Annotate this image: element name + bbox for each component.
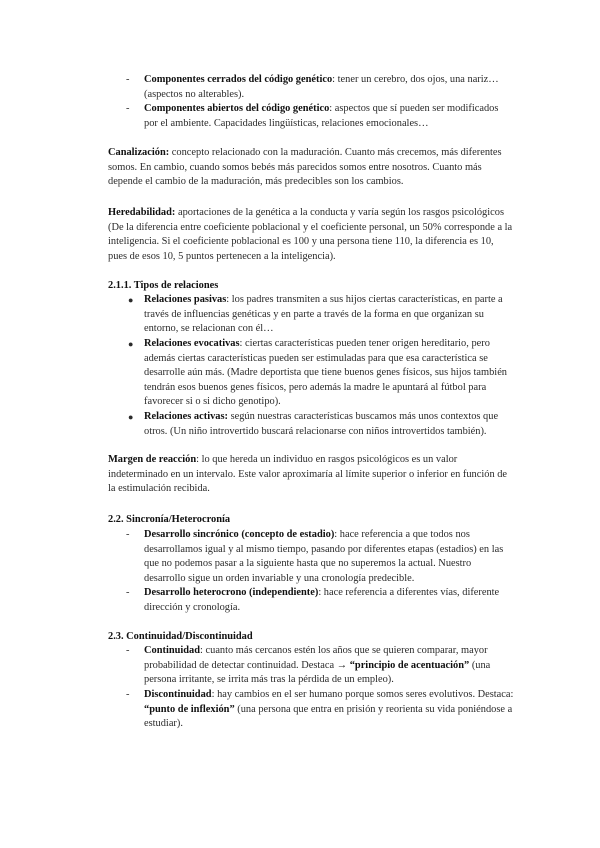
bullet-marker: ● <box>128 412 134 422</box>
bullet-marker: ● <box>128 295 134 305</box>
quoted-concept: “punto de inflexión” <box>144 703 235 715</box>
term: Margen de reacción <box>108 454 197 465</box>
term: Discontinuidad <box>144 689 212 700</box>
definition: : lo que hereda un individuo en rasgos psicológicos es un valor indeterminado en un intervalo. Este valor aproximaría al límite superior o inferior en función de la estimulación recibida. <box>108 454 508 495</box>
dash-marker: - <box>126 689 130 700</box>
term: Continuidad <box>144 645 201 656</box>
term: Heredabilidad: <box>108 207 176 218</box>
list-item-text <box>144 528 514 586</box>
dash-marker: - <box>126 74 130 85</box>
definition: : tener un cerebro, dos ojos, una nariz… (aspectos no alterables). <box>144 74 499 100</box>
term: Componentes abiertos del código genético <box>144 103 330 114</box>
term: Desarrollo sincrónico (concepto de estadio) <box>144 529 335 540</box>
list-item-text <box>144 410 514 439</box>
list-item-text <box>144 102 514 131</box>
heading-tipos-de-relaciones: 2.1.1. Tipos de relaciones <box>108 280 219 291</box>
dash-marker: - <box>126 645 130 656</box>
definition: : hace referencia a diferentes vías, diferente dirección y cronología. <box>144 587 500 613</box>
list-item-relaciones-activas <box>126 410 514 439</box>
dash-marker: - <box>126 587 130 598</box>
definition-end: (una persona que entra en prisión y reorienta su vida poniéndose a estudiar). <box>144 703 513 730</box>
definition: aportaciones de la genética a la conducta y varía según los rasgos psicológicos (De la diferencia entre coeficiente poblacional y el coeficiente personal, un 50% corresponde a la inteligencia. Si el coeficiente poblacional es 100 y una persona tiene 110, la diferencia es 10, pues de esos 10, 5 puntos pertenecen a la inteligencia). <box>108 207 513 262</box>
term: Desarrollo heterocrono (independiente) <box>144 587 319 598</box>
list-item-relaciones-evocativas <box>126 337 514 410</box>
list-item-text <box>144 337 514 410</box>
definition: : hace referencia a que todos nos desarrollamos igual y al mismo tiempo, pasando por diferentes etapas (estadios) en las que no podemos pasar a la siguiente hasta que no superemos la actual. Nuestro desarrollo sigue un orden invariable y una cronología predecible. <box>144 529 504 584</box>
term: Componentes cerrados del código genético <box>144 74 333 85</box>
definition: : cuanto más cercanos estén los años que se quieren comparar, mayor probabilidad de detectar continuidad. Destaca → <box>144 645 488 671</box>
term: Canalización: <box>108 147 170 158</box>
term: Relaciones pasivas <box>144 294 227 305</box>
definition: según nuestras características buscamos más unos contextos que otros. (Un niño introvertido buscará relacionarse con niños introvertidos también). <box>144 411 499 437</box>
list-item-desarrollo-heterocrono <box>126 586 514 615</box>
definition-end: (una persona irritante, se irrita más tras la pérdida de un empleo). <box>144 659 491 686</box>
paragraph-heredabilidad <box>108 206 514 264</box>
term: Relaciones evocativas <box>144 338 240 349</box>
dash-marker: - <box>126 103 130 114</box>
list-item-componentes-abiertos <box>126 102 514 131</box>
dash-marker: - <box>126 529 130 540</box>
quoted-concept: “principio de acentuación” <box>349 659 470 671</box>
list-item-discontinuidad <box>126 688 514 732</box>
list-item-desarrollo-sincronico <box>126 528 514 586</box>
bullet-marker: ● <box>128 339 134 349</box>
list-item-continuidad <box>126 644 514 688</box>
heading-continuidad-discontinuidad: 2.3. Continuidad/Discontinuidad <box>108 631 253 642</box>
heading-sincronia-heterocronia: 2.2. Sincronía/Heterocronía <box>108 514 231 525</box>
list-item-text <box>144 688 514 732</box>
paragraph-canalizacion <box>108 146 514 190</box>
list-item-componentes-cerrados <box>126 73 514 102</box>
list-item-text <box>144 644 514 688</box>
paragraph-margen-de-reaccion <box>108 453 514 497</box>
definition: : hay cambios en el ser humano porque somos seres evolutivos. Destaca: <box>211 689 514 700</box>
list-item-text <box>144 586 514 615</box>
term: Relaciones activas: <box>144 411 228 422</box>
definition: : ciertas características pueden tener origen hereditario, pero además ciertas características pueden ser estimuladas para que esa característica se desarrolle aún más. (Madre deportista que tiene buenos genes físicos, sus hijos también tendrán esos buenos genes físicos, pero además la madre le apuntará al fútbol para favorecer si o si dicho genotipo). <box>144 338 508 408</box>
list-item-relaciones-pasivas <box>126 293 514 337</box>
definition: concepto relacionado con la maduración. Cuanto más crecemos, más diferentes somos. En cambio, cuando somos bebés más parecidos somos entre nosotros. Cuanto más depende el cambio de la maduración, más predecibles son los cambios. <box>108 147 502 188</box>
list-item-text <box>144 293 514 337</box>
definition: : aspectos que sí pueden ser modificados por el ambiente. Capacidades lingüísticas, relaciones emocionales… <box>144 103 499 129</box>
list-item-text <box>144 73 514 102</box>
definition: : los padres transmiten a sus hijos ciertas características, en parte a través de influencias genéticas y en parte a través de la forma en que organizan su entorno, se relacionan con él… <box>144 294 503 335</box>
